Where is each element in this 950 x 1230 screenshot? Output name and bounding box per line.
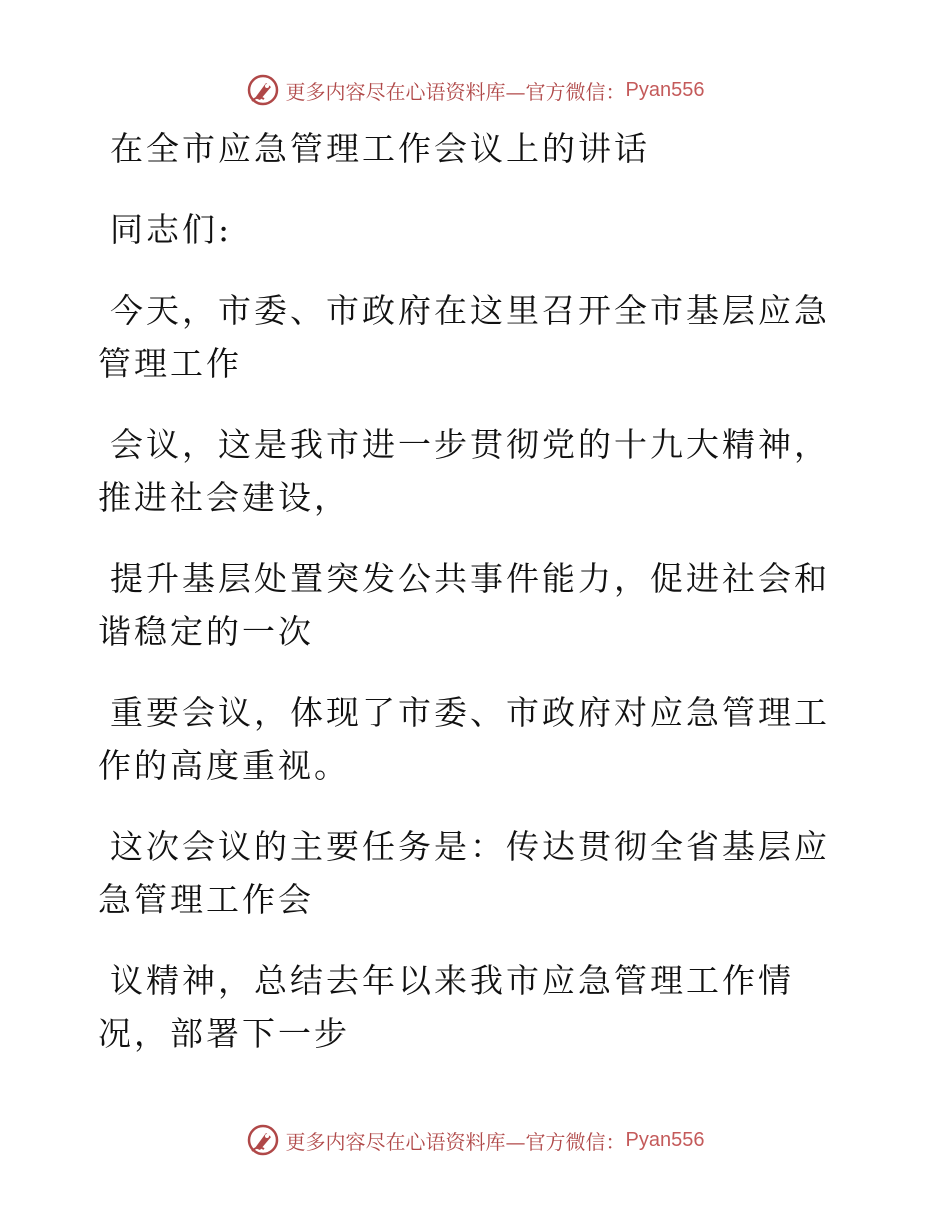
watermark-text: 更多内容尽在心语资料库—官方微信： xyxy=(285,1129,626,1154)
pen-nib-logo-icon xyxy=(246,1123,280,1157)
paragraph: 会议，这是我市进一步贯彻党的十九大精神，推进社会建设， xyxy=(98,425,830,517)
paragraph: 重要会议，体现了市委、市政府对应急管理工作的高度重视。 xyxy=(98,693,830,785)
salutation: 同志们: xyxy=(110,210,233,249)
paragraph: 提升基层处置突发公共事件能力，促进社会和谐稳定的一次 xyxy=(98,559,830,651)
paragraph: 议精神，总结去年以来我市应急管理工作情况，部署下一步 xyxy=(98,961,794,1053)
document-title: 在全市应急管理工作会议上的讲话 xyxy=(110,129,650,168)
footer-watermark-banner xyxy=(0,1120,950,1160)
header-watermark-banner xyxy=(0,70,950,110)
document-body xyxy=(98,122,833,1088)
watermark-wechat-id: Pyan556 xyxy=(625,1128,705,1151)
watermark-text: 更多内容尽在心语资料库—官方微信： xyxy=(285,79,626,104)
pen-nib-logo-icon xyxy=(246,73,280,107)
paragraph: 这次会议的主要任务是：传达贯彻全省基层应急管理工作会 xyxy=(98,827,830,919)
watermark-wechat-id: Pyan556 xyxy=(625,78,705,101)
paragraph: 今天，市委、市政府在这里召开全市基层应急管理工作 xyxy=(98,291,830,383)
